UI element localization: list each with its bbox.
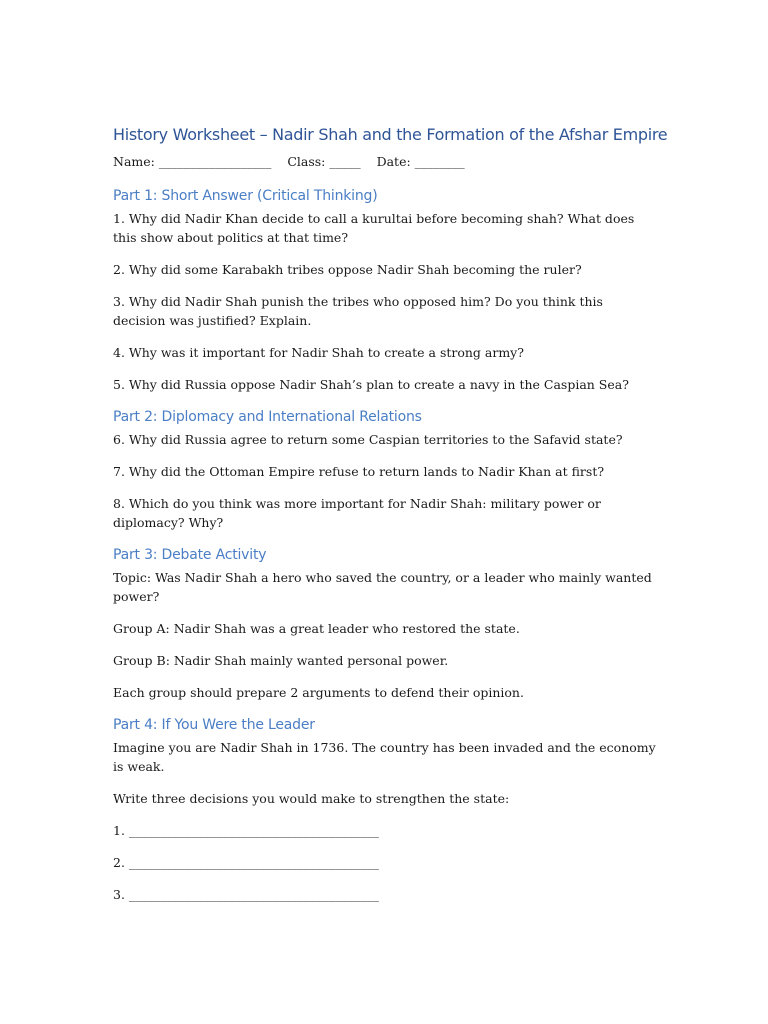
date-field: Date: ________: [376, 154, 465, 169]
question-4: 4. Why was it important for Nadir Shah to create a strong army?: [113, 345, 524, 360]
question-3: 3. Why did Nadir Shah punish the tribes who opposed him? Do you think this decision was justified? Explain.: [113, 294, 603, 328]
class-field: Class: _____: [287, 154, 361, 169]
answer-line-3: 3. ________________________________________: [113, 887, 379, 902]
part1-heading: Part 1: Short Answer (Critical Thinking): [113, 188, 378, 204]
answer-line-1: 1. ________________________________________: [113, 823, 379, 838]
group-a-statement: Group A: Nadir Shah was a great leader who restored the state.: [113, 621, 520, 636]
question-2: 2. Why did some Karabakh tribes oppose Nadir Shah becoming the ruler?: [113, 262, 582, 277]
part2-heading: Part 2: Diplomacy and International Relations: [113, 409, 422, 425]
question-6: 6. Why did Russia agree to return some Caspian territories to the Safavid state?: [113, 432, 623, 447]
question-7: 7. Why did the Ottoman Empire refuse to return lands to Nadir Khan at first?: [113, 464, 605, 479]
decisions-prompt: Write three decisions you would make to strengthen the state:: [113, 791, 510, 806]
worksheet-title: History Worksheet – Nadir Shah and the Formation of the Afshar Empire: [113, 125, 668, 144]
question-1: 1. Why did Nadir Khan decide to call a kurultai before becoming shah? What does this show about politics at that time?: [113, 211, 635, 245]
question-5: 5. Why did Russia oppose Nadir Shah’s plan to create a navy in the Caspian Sea?: [113, 377, 629, 392]
worksheet-page: [113, 120, 668, 917]
part2-section: [113, 407, 658, 532]
part3-section: [113, 545, 658, 702]
student-info-line: [113, 152, 658, 171]
scenario-text: Imagine you are Nadir Shah in 1736. The country has been invaded and the economy is weak.: [113, 740, 656, 774]
question-8: 8. Which do you think was more important for Nadir Shah: military power or diplomacy? Why?: [113, 496, 601, 530]
answer-line-2: 2. ________________________________________: [113, 855, 379, 870]
group-b-statement: Group B: Nadir Shah mainly wanted personal power.: [113, 653, 449, 668]
part4-heading: Part 4: If You Were the Leader: [113, 717, 315, 733]
part1-section: [113, 186, 658, 394]
name-field: Name: __________________: [113, 154, 272, 169]
part4-section: [113, 715, 658, 904]
debate-instructions: Each group should prepare 2 arguments to defend their opinion.: [113, 685, 524, 700]
part3-heading: Part 3: Debate Activity: [113, 547, 267, 563]
debate-topic: Topic: Was Nadir Shah a hero who saved the country, or a leader who mainly wanted power?: [113, 570, 652, 604]
